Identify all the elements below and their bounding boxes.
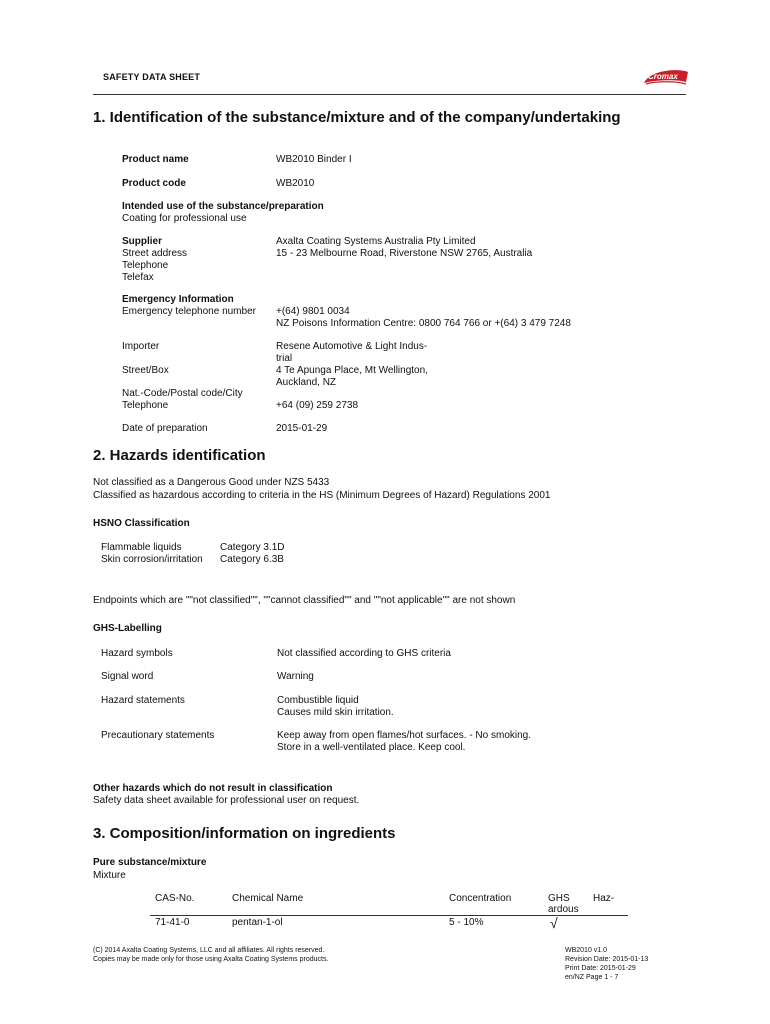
date-of-preparation-value: 2015-01-29 bbox=[276, 423, 328, 434]
hazard-statement-2: Causes mild skin irritation. bbox=[277, 707, 394, 718]
logo-text: Cromax bbox=[648, 72, 678, 81]
other-hazards-value: Safety data sheet available for professional user on request. bbox=[93, 795, 360, 806]
section-3-heading: 3. Composition/information on ingredients bbox=[93, 825, 396, 842]
footer-revision-date: Revision Date: 2015-01-13 bbox=[565, 956, 649, 963]
poisons-centre: NZ Poisons Information Centre: 0800 764 766 or +(64) 3 479 7248 bbox=[276, 318, 571, 329]
column-header-chemical-name: Chemical Name bbox=[232, 893, 304, 904]
footer-copyright-1: (C) 2014 Axalta Coating Systems, LLC and all affiliates. All rights reserved. bbox=[93, 947, 325, 954]
importer-line-1: Resene Automotive & Light Indus- bbox=[276, 341, 428, 352]
date-of-preparation-label: Date of preparation bbox=[122, 423, 208, 434]
cromax-logo bbox=[640, 66, 690, 88]
footer-print-date: Print Date: 2015-01-29 bbox=[565, 965, 636, 972]
column-header-concentration: Concentration bbox=[449, 893, 512, 904]
table-cell-chemical-name: pentan-1-ol bbox=[232, 917, 283, 928]
product-name-value: WB2010 Binder I bbox=[276, 154, 352, 165]
header-rule bbox=[93, 94, 686, 95]
importer-line-2: trial bbox=[276, 353, 293, 364]
footer-copyright-2: Copies may be made only for those using Axalta Coating Systems products. bbox=[93, 956, 329, 963]
column-header-ghs: GHS bbox=[548, 893, 570, 904]
city-value: Auckland, NZ bbox=[276, 377, 337, 388]
emergency-tel-label: Emergency telephone number bbox=[122, 306, 256, 317]
streetbox-value: 4 Te Apunga Place, Mt Wellington, bbox=[276, 365, 428, 376]
signal-word-value: Warning bbox=[277, 671, 314, 682]
street-address-label: Street address bbox=[122, 248, 188, 259]
hazard-statement-1: Combustible liquid bbox=[277, 695, 359, 706]
pure-substance-value: Mixture bbox=[93, 870, 126, 881]
ghs-labelling-label: GHS-Labelling bbox=[93, 623, 162, 634]
streetbox-label: Street/Box bbox=[122, 365, 169, 376]
telephone-label: Telephone bbox=[122, 260, 169, 271]
hsno-classification-label: HSNO Classification bbox=[93, 518, 190, 529]
pure-substance-label: Pure substance/mixture bbox=[93, 857, 207, 868]
checkmark-icon: √ bbox=[550, 915, 558, 931]
column-header-hazardous: Haz- bbox=[593, 893, 615, 904]
dg-statement: Not classified as a Dangerous Good under NZS 5433 bbox=[93, 477, 330, 488]
footer-page-number: en/NZ Page 1 - 7 bbox=[565, 974, 619, 981]
supplier-address: 15 - 23 Melbourne Road, Riverstone NSW 2765, Australia bbox=[276, 248, 533, 259]
table-cell-cas: 71-41-0 bbox=[155, 917, 190, 928]
hsno-item-category: Category 6.3B bbox=[220, 554, 284, 565]
emergency-info-label: Emergency Information bbox=[122, 294, 234, 305]
hsno-item-category: Category 3.1D bbox=[220, 542, 285, 553]
supplier-label: Supplier bbox=[122, 236, 163, 247]
other-hazards-label: Other hazards which do not result in classification bbox=[93, 783, 333, 794]
column-header-hazardous-cont: ardous bbox=[548, 904, 579, 915]
hazard-symbols-label: Hazard symbols bbox=[101, 648, 173, 659]
hsno-item-name: Flammable liquids bbox=[101, 542, 182, 553]
natcode-label: Nat.-Code/Postal code/City bbox=[122, 388, 243, 399]
footer-doc-id: WB2010 v1.0 bbox=[565, 947, 608, 954]
supplier-name: Axalta Coating Systems Australia Pty Limited bbox=[276, 236, 476, 247]
precautionary-statements-label: Precautionary statements bbox=[101, 730, 215, 741]
hsno-item-name: Skin corrosion/irritation bbox=[101, 554, 203, 565]
product-name-label: Product name bbox=[122, 154, 189, 165]
emergency-tel-value: +(64) 9801 0034 bbox=[276, 306, 350, 317]
intended-use-value: Coating for professional use bbox=[122, 213, 247, 224]
hazard-symbols-value: Not classified according to GHS criteria bbox=[277, 648, 451, 659]
document-title: SAFETY DATA SHEET bbox=[103, 72, 201, 82]
column-header-cas: CAS-No. bbox=[155, 893, 195, 904]
product-code-label: Product code bbox=[122, 178, 186, 189]
telefax-label: Telefax bbox=[122, 272, 154, 283]
hazard-statements-label: Hazard statements bbox=[101, 695, 185, 706]
importer-label: Importer bbox=[122, 341, 160, 352]
product-code-value: WB2010 bbox=[276, 178, 315, 189]
hs-statement: Classified as hazardous according to criteria in the HS (Minimum Degrees of Hazard) Regulations 2001 bbox=[93, 490, 551, 501]
importer-tel-value: +64 (09) 259 2738 bbox=[276, 400, 359, 411]
precautionary-statement-1: Keep away from open flames/hot surfaces. - No smoking. bbox=[277, 730, 532, 741]
table-cell-concentration: 5 - 10% bbox=[449, 917, 484, 928]
signal-word-label: Signal word bbox=[101, 671, 154, 682]
precautionary-statement-2: Store in a well-ventilated place. Keep cool. bbox=[277, 742, 466, 753]
importer-tel-label: Telephone bbox=[122, 400, 169, 411]
intended-use-label: Intended use of the substance/preparation bbox=[122, 201, 324, 212]
section-2-heading: 2. Hazards identification bbox=[93, 447, 266, 464]
endpoints-note: Endpoints which are ""not classified"", ""cannot classified"" and ""not applicable"" are not shown bbox=[93, 595, 516, 606]
section-1-heading: 1. Identification of the substance/mixture and of the company/undertaking bbox=[93, 109, 621, 126]
